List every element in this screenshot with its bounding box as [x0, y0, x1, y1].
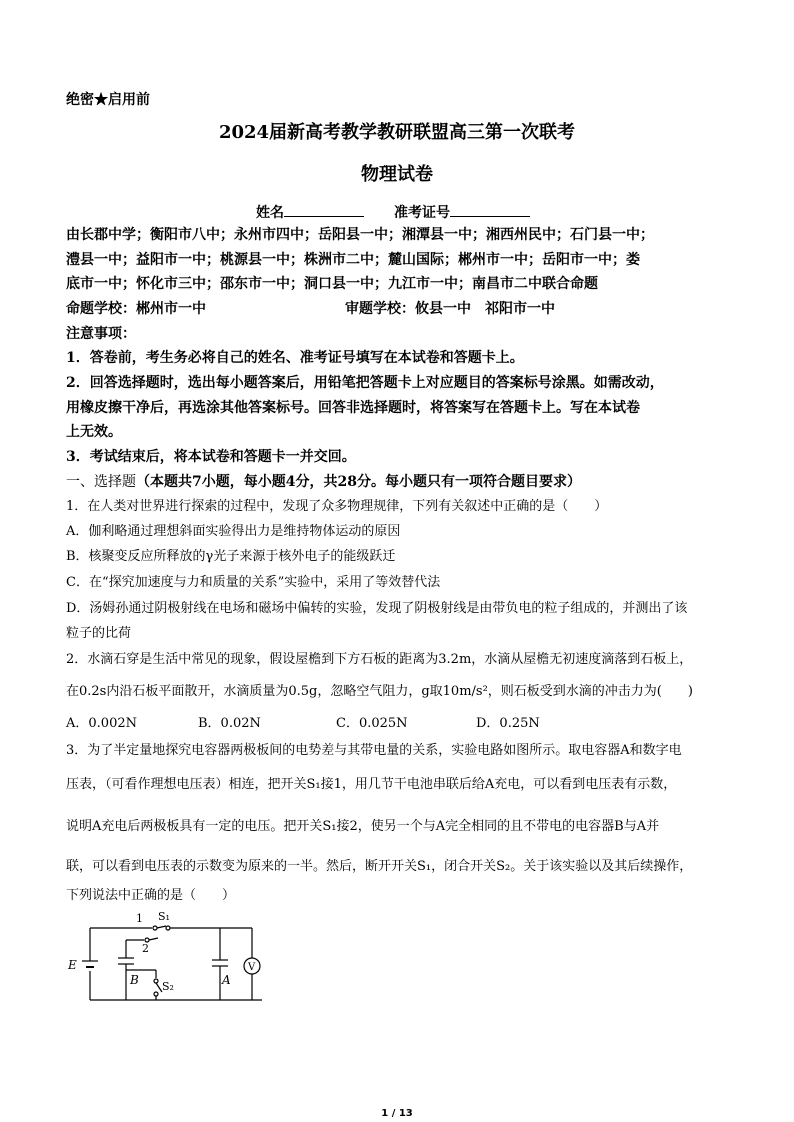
- q2-option-b: B．0.02N: [198, 716, 261, 731]
- label-v: V: [248, 962, 256, 973]
- circuit-diagram: [62, 908, 272, 1008]
- section-1-heading: [66, 472, 736, 492]
- notes-heading: 注意事项：: [66, 326, 136, 342]
- exam-title: 2024届新高考教学教研联盟高三第一次联考: [218, 122, 576, 143]
- note-3: 3．考试结束后，将本试卷和答题卡一并交回。: [66, 449, 356, 465]
- reviewer-school: 审题学校：攸县一中 祁阳市一中: [345, 301, 555, 317]
- q3-line-4: 联，可以看到电压表的示数变为原来的一半。然后，断开开关S₁，闭合开关S₂。关于该实验以及其后续操作，: [66, 859, 693, 874]
- q2-line-2: 在0.2s内沿石板平面散开，水滴质量为0.5g，忽略空气阻力，g取10m/s²，则石板受到水滴的冲击力为( ): [66, 684, 693, 699]
- section-1-prefix: 一、选择题: [66, 474, 136, 490]
- label-e: E: [68, 958, 77, 972]
- q2-option-a: A．0.002N: [66, 716, 137, 731]
- exam-subtitle: 物理试卷: [361, 164, 433, 185]
- id-label: 准考证号: [394, 205, 450, 221]
- q2-line-1: 2．水滴石穿是生活中常见的现象，假设屋檐到下方石板的距离为3.2m，水滴从屋檐无初速度滴落到石板上，: [66, 652, 693, 667]
- label-s1: S₁: [158, 910, 170, 923]
- q3-line-2: 压表，（可看作理想电压表）相连，把开关S₁接1，用几节干电池串联后给A充电，可以看到电压表有示数，: [66, 777, 677, 792]
- q2-options: [66, 714, 736, 734]
- candidate-info: [256, 200, 656, 223]
- name-label: 姓名: [256, 205, 284, 221]
- note-1: 1．答卷前，考生务必将自己的姓名、准考证号填写在本试卷和答题卡上。: [66, 350, 524, 366]
- id-blank: [450, 200, 530, 217]
- q2-option-c: C．0.025N: [336, 716, 408, 731]
- schools-line-1: 由长郡中学；衡阳市八中；永州市四中；岳阳县一中；湘潭县一中；湘西州民中；石门县一中；: [66, 227, 654, 243]
- q1-option-d-2: 粒子的比荷: [66, 626, 132, 641]
- q1-option-a: A．伽利略通过理想斜面实验得出力是维持物体运动的原因: [66, 524, 401, 539]
- label-node-1: 1: [136, 912, 143, 925]
- note-2b: 用橡皮擦干净后，再选涂其他答案标号。回答非选择题时，将答案写在答题卡上。写在本试卷: [66, 400, 640, 416]
- q1-option-b: B．核聚变反应所释放的γ光子来源于核外电子的能级跃迁: [66, 549, 396, 564]
- schools-line-2: 澧县一中；益阳市一中；桃源县一中；株洲市二中；麓山国际；郴州市一中；岳阳市一中；娄: [66, 252, 640, 268]
- section-1-rule: （本题共7小题，每小题4分，共28分。每小题只有一项符合题目要求）: [136, 474, 581, 490]
- q1-option-c: C．在“探究加速度与力和质量的关系”实验中，采用了等效替代法: [66, 575, 441, 590]
- q3-line-5: 下列说法中正确的是（ ）: [66, 888, 236, 903]
- label-b: B: [130, 973, 139, 987]
- q1-option-d-1: D．汤姆孙通过阴极射线在电场和磁场中偏转的实验，发现了阴极射线是由带负电的粒子组成的，并测出了该: [66, 601, 688, 616]
- label-s2: S₂: [162, 980, 174, 993]
- q3-line-1: 3．为了半定量地探究电容器两极板间的电势差与其带电量的关系，实验电路如图所示。取电容器A和数字电: [66, 743, 682, 758]
- schools-line-3: 底市一中；怀化市三中；邵东市一中；洞口县一中；九江市一中；南昌市二中联合命题: [66, 276, 598, 292]
- note-2c: 上无效。: [66, 424, 122, 440]
- secret-label: 绝密★启用前: [66, 92, 150, 108]
- label-node-2: 2: [142, 942, 149, 955]
- name-blank: [284, 200, 364, 217]
- label-a: A: [222, 973, 231, 987]
- q3-line-3: 说明A充电后两极板具有一定的电压。把开关S₁接2，使另一个与A完全相同的且不带电的电容器B与A并: [66, 819, 660, 834]
- q1-stem: 1．在人类对世界进行探索的过程中，发现了众多物理规律，下列有关叙述中正确的是（ ）: [66, 499, 608, 514]
- page-number: 1 / 13: [381, 1108, 413, 1119]
- q2-option-d: D．0.25N: [476, 716, 540, 731]
- proposer-school: 命题学校：郴州市一中: [66, 301, 206, 317]
- note-2a: 2．回答选择题时，选出每小题答案后，用铅笔把答题卡上对应题目的答案标号涂黑。如需改动，: [66, 375, 664, 391]
